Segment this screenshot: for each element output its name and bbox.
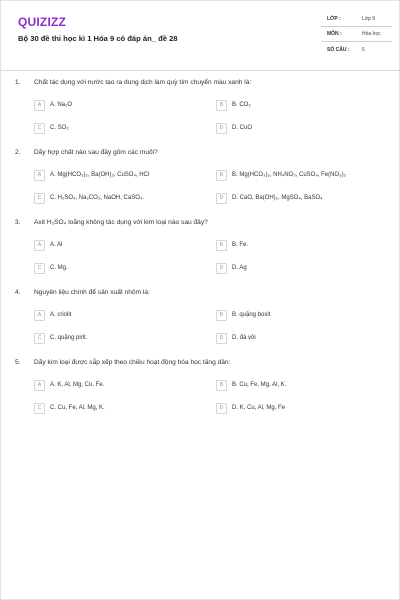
option-a[interactable] <box>34 99 72 111</box>
question-text: Chất tác dụng với nước tạo ra dung dịch làm quỳ tím chuyển màu xanh là: <box>34 79 252 86</box>
option-text: C. H₂SO₄, Na₂CO₃, NaOH, CaSO₄. <box>50 195 145 201</box>
quizizz-logo: QUIZIZZ <box>18 15 67 29</box>
option-c[interactable] <box>34 402 105 414</box>
option-d[interactable] <box>216 192 323 204</box>
option-text: D. CaO, Ba(OH)₂, MgSO₄, BaSO₄ <box>232 195 323 201</box>
option-text: C. Mg. <box>50 265 68 271</box>
option-text: A. K, Al, Mg, Cu, Fe. <box>50 382 105 388</box>
option-text: C. SO₂ <box>50 125 69 131</box>
option-text: D. CuO <box>232 125 253 131</box>
option-b[interactable] <box>216 239 248 251</box>
option-letter-box: B <box>216 310 227 321</box>
option-text: D. đá vôi <box>232 335 256 341</box>
option-text: A. Al <box>50 242 63 248</box>
option-a[interactable] <box>34 169 149 181</box>
option-b[interactable] <box>216 379 286 391</box>
option-letter-box: A <box>34 100 45 111</box>
meta-value: Lớp 9 <box>362 16 376 22</box>
option-text: D. K, Cu, Al, Mg, Fe <box>232 405 286 411</box>
option-letter-box: C <box>34 123 45 134</box>
option-letter-box: A <box>34 380 45 391</box>
option-text: B. Mg(HCO₃)₂, NH₄NO₃, CuSO₄, Fe(NO₃)₂ <box>232 172 346 178</box>
meta-row-count <box>321 42 392 57</box>
option-text: B. quặng boxit <box>232 312 271 318</box>
option-text: A. criolit <box>50 312 72 318</box>
option-letter-box: B <box>216 100 227 111</box>
meta-label: MÔN : <box>327 31 342 37</box>
meta-value: Hóa học <box>362 31 381 37</box>
option-letter-box: C <box>34 263 45 274</box>
option-c[interactable] <box>34 192 144 204</box>
option-d[interactable] <box>216 122 252 134</box>
question-text: Axit H₂SO₄ loãng không tác dụng với kim loại nào sau đây? <box>34 219 208 226</box>
option-a[interactable] <box>34 379 104 391</box>
option-text: B. Fe. <box>232 242 249 248</box>
option-letter-box: A <box>34 170 45 181</box>
option-a[interactable] <box>34 239 62 251</box>
option-letter-box: D <box>216 193 227 204</box>
option-letter-box: D <box>216 123 227 134</box>
option-text: A. Na₂O <box>50 102 73 108</box>
meta-row-subject <box>321 27 392 42</box>
option-text: C. quặng pirit. <box>50 335 88 341</box>
option-a[interactable] <box>34 309 71 321</box>
option-text: C. Cu, Fe, Al, Mg, K. <box>50 405 105 411</box>
option-b[interactable] <box>216 309 270 321</box>
meta-row-class <box>321 12 392 27</box>
question-text: Nguyên liệu chính để sản xuất nhôm là: <box>34 289 150 296</box>
question-text: Dãy kim loại được sắp xếp theo chiều hoạt động hóa học tăng dần: <box>34 359 231 366</box>
option-d[interactable] <box>216 402 285 414</box>
question-number: 2. <box>15 149 21 156</box>
option-text: B. Cu, Fe, Mg, Al, K. <box>232 382 287 388</box>
option-letter-box: C <box>34 403 45 414</box>
meta-label: LỚP : <box>327 16 341 22</box>
option-letter-box: C <box>34 193 45 204</box>
option-c[interactable] <box>34 262 68 274</box>
option-text: A. Mg(HCO₃)₂, Ba(OH)₂, CuSO₄, HCl <box>50 172 150 178</box>
question-number: 1. <box>15 79 21 86</box>
meta-table <box>321 12 392 57</box>
option-letter-box: B <box>216 380 227 391</box>
option-letter-box: C <box>34 333 45 344</box>
worksheet-header <box>1 1 400 71</box>
option-text: D. Ag <box>232 265 247 271</box>
option-b[interactable] <box>216 169 346 181</box>
option-b[interactable] <box>216 99 251 111</box>
option-d[interactable] <box>216 332 256 344</box>
option-letter-box: D <box>216 333 227 344</box>
option-letter-box: B <box>216 170 227 181</box>
option-letter-box: D <box>216 263 227 274</box>
option-c[interactable] <box>34 332 87 344</box>
option-letter-box: A <box>34 310 45 321</box>
option-d[interactable] <box>216 262 247 274</box>
page-title: Bộ 30 đề thi học kì 1 Hóa 9 có đáp án_ đề 28 <box>18 34 178 43</box>
option-letter-box: A <box>34 240 45 251</box>
meta-label: SỐ CÂU : <box>327 46 350 53</box>
option-letter-box: D <box>216 403 227 414</box>
option-c[interactable] <box>34 122 69 134</box>
question-number: 5. <box>15 359 21 366</box>
question-text: Dãy hợp chất nào sau đây gồm các muối? <box>34 149 158 156</box>
question-number: 3. <box>15 219 21 226</box>
option-letter-box: B <box>216 240 227 251</box>
question-number: 4. <box>15 289 21 296</box>
option-text: B. CO₂ <box>232 102 251 108</box>
meta-value: 5 <box>362 46 365 53</box>
